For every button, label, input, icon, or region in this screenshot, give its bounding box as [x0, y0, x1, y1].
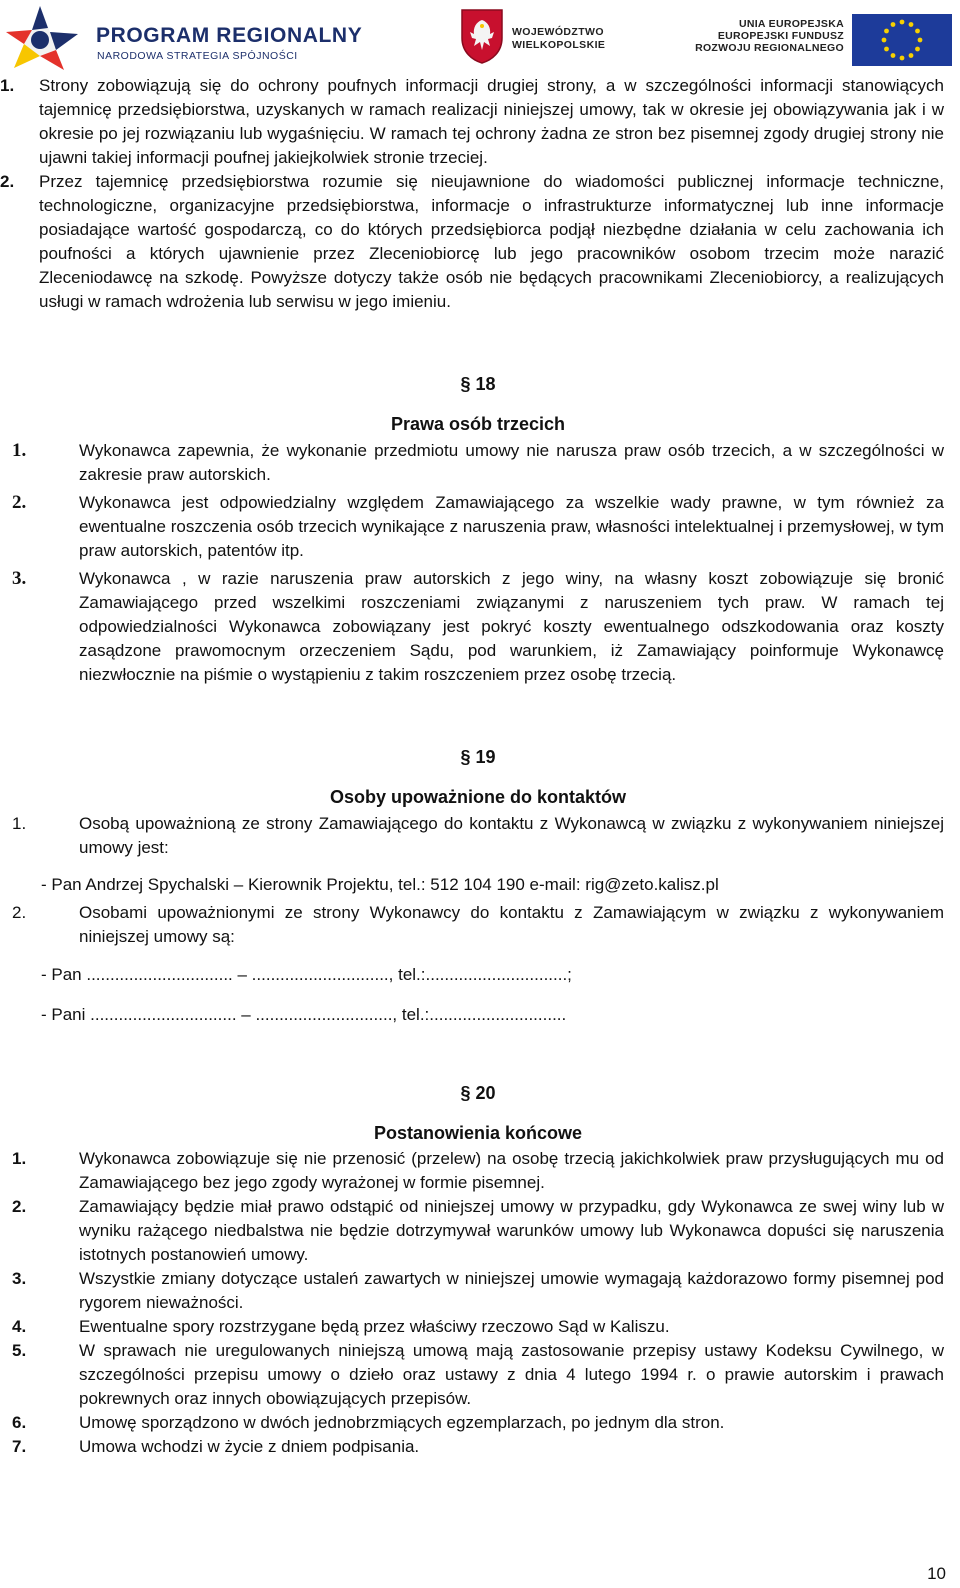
- wielkopolskie-logo: [460, 8, 640, 66]
- blank-contact-line-2: - Pani ............................... – ............................., tel.:.............................: [41, 1005, 567, 1024]
- item-number: 2.: [12, 1197, 27, 1216]
- section-18-item-1: [12, 439, 944, 487]
- page-number: 10: [927, 1564, 946, 1583]
- clause-text: Strony zobowiązują się do ochrony poufnych informacji drugiej strony, a w szczególności informacji stanowiących tajemnicę przedsiębiorstwa, uzyskanych w ramach realizacji niniejszej umowy, tak w okresie jej obowiązywania jak i w okresie po jej rozwiązaniu lub wygaśnięciu. W ramach tej ochrony żadna ze stron bez pisemnej zgody drugiej strony nie ujawni takiej informacji poufnej jakiejkolwiek stronie trzeciej.: [39, 76, 944, 167]
- eu-line-3: ROZWOJU REGIONALNEGO: [695, 42, 844, 54]
- item-number: 2.: [12, 492, 27, 513]
- clause-number: 2.: [0, 172, 15, 191]
- eu-logo: [682, 14, 954, 68]
- item-text: Osobami upoważnionymi ze strony Wykonawcy do kontaktu z Zamawiającym w związku z wykonywaniem niniejszej umowy są:: [79, 903, 944, 946]
- clause-text: Przez tajemnicę przedsiębiorstwa rozumie się nieujawnione do wiadomości publicznej informacje techniczne, technologiczne, organizacyjne przedsiębiorstwa, informacje o infrastrukturze informatycznej lub inne informacje posiadające wartość gospodarczą, co do których przedsiębiorca podjął niezbędne działania w celu zachowania ich poufności a których ujawnienie przez Zleceniobiorcę lub jego pracowników osobom trzecim może narazić Zleceniodawcę na szkodę. Powyższe dotyczy także osób nie będących pracownikami Zleceniobiorcy, a realizujących usługi w ramach wdrożenia lub serwisu w jego imieniu.: [39, 172, 944, 311]
- section-20-title: Postanowienia końcowe: [373, 1123, 583, 1143]
- eu-line-1: UNIA EUROPEJSKA: [738, 18, 844, 30]
- program-regionalny-emblem-icon: [6, 2, 84, 70]
- section-20-item-4: [12, 1315, 944, 1339]
- clause-number: 1.: [0, 76, 15, 95]
- section-18-sign: § 18: [460, 374, 496, 394]
- section-19-item-2: [12, 901, 944, 949]
- section-20-item-7: [12, 1435, 944, 1459]
- contact-line: - Pan Andrzej Spychalski – Kierownik Projektu, tel.: 512 104 190 e-mail: rig@zeto.kalisz.pl: [41, 875, 719, 894]
- voivodeship-line-1: WOJEWÓDZTWO: [512, 26, 604, 38]
- item-text: Wykonawca , w razie naruszenia praw autorskich z jego winy, na własny koszt zobowiązuje się bronić Zamawiającego przed wszelkimi roszczeniami związanymi z naruszeniem tych praw. W ramach tej odpowiedzialności Wykonawca zobowiązany jest pokryć koszty ewentualnego odszkodowania oraz koszty zasądzone prawomocnym orzeczeniem Sądu, pod warunkiem, iż Zamawiający poinformuje Wykonawcę niezwłocznie na piśmie o wystąpieniu z takim roszczeniem przez osobę trzecią.: [79, 569, 944, 684]
- item-text: W sprawach nie uregulowanych niniejszą umową mają zastosowanie przepisy ustawy Kodeksu Cywilnego, w szczególności przepisu umowy o dzieło oraz ustawy z dnia 4 lutego 1994 r. o prawie autorskim i prawach pokrewnych oraz innych obowiązujących przepisów.: [79, 1341, 944, 1408]
- section-19-title: Osoby upoważnione do kontaktów: [329, 787, 626, 807]
- section-18-item-2: [12, 491, 944, 563]
- item-number: 3.: [12, 1269, 27, 1288]
- clause-1: [0, 74, 944, 170]
- program-regionalny-logo: [6, 2, 406, 68]
- section-20-item-2: [12, 1195, 944, 1267]
- item-number: 5.: [12, 1341, 27, 1360]
- item-text: Ewentualne spory rozstrzygane będą przez właściwy rzeczowo Sąd w Kaliszu.: [79, 1317, 670, 1336]
- item-number: 3.: [12, 568, 27, 589]
- item-text: Wykonawca jest odpowiedzialny względem Zamawiającego za wszelkie wady prawne, w tym również za ewentualne roszczenia osób trzecich wynikające z naruszenia praw, własności intelektualnej i przemysłowej, w tym praw autorskich, patentów itp.: [79, 493, 944, 560]
- section-20-item-1: [12, 1147, 944, 1195]
- section-20-item-5: [12, 1339, 944, 1411]
- section-20-item-6: [12, 1411, 944, 1435]
- eu-flag-icon: [852, 14, 952, 66]
- program-subtitle: NARODOWA STRATEGIA SPÓJNOŚCI: [97, 50, 298, 62]
- blank-contact-line-1: - Pan ............................... – ............................., tel.:..............................;: [41, 965, 572, 984]
- section-19-sign: § 19: [460, 747, 496, 767]
- section-20-item-3: [12, 1267, 944, 1315]
- item-number: 7.: [12, 1437, 27, 1456]
- voivodeship-line-2: WIELKOPOLSKIE: [512, 39, 606, 51]
- eu-text: [695, 18, 844, 54]
- item-number: 1.: [12, 1149, 27, 1168]
- document-body: [0, 74, 944, 1459]
- section-19-item-1: [12, 812, 944, 860]
- item-text: Wszystkie zmiany dotyczące ustaleń zawartych w niniejszej umowie wymagają każdorazowo formy pisemnej pod rygorem nieważności.: [79, 1269, 944, 1312]
- item-text: Umowę sporządzono w dwóch jednobrzmiących egzemplarzach, po jednym dla stron.: [79, 1413, 725, 1432]
- item-number: 4.: [12, 1317, 27, 1336]
- item-text: Zamawiający będzie miał prawo odstąpić od niniejszej umowy w przypadku, gdy Wykonawca ze swej winy lub w wyniku rażącego niedbalstwa nie będzie dotrzymywał warunków umowy lub Wykonawca dopuści się naruszenia istotnych postanowień umowy.: [79, 1197, 944, 1264]
- item-number: 1.: [12, 440, 27, 461]
- item-text: Wykonawca zobowiązuje się nie przenosić (przelew) na osobę trzecią jakichkolwiek praw przysługujących mu od Zamawiającego bez jego zgody wyrażonej w formie pisemnej.: [79, 1149, 944, 1192]
- eu-line-2: EUROPEJSKI FUNDUSZ: [717, 30, 844, 42]
- program-title: PROGRAM REGIONALNY: [96, 24, 363, 47]
- item-number: 6.: [12, 1413, 27, 1432]
- item-number: 1.: [12, 814, 27, 833]
- wielkopolskie-crest-icon: [460, 8, 504, 64]
- item-text: Umowa wchodzi w życie z dniem podpisania.: [79, 1437, 420, 1456]
- section-18-title: Prawa osób trzecich: [390, 414, 566, 434]
- item-number: 2.: [12, 903, 27, 922]
- item-text: Osobą upoważnioną ze strony Zamawiającego do kontaktu z Wykonawcą w związku z wykonywaniem niniejszej umowy jest:: [79, 814, 944, 857]
- section-18-item-3: [12, 567, 944, 687]
- page-header: [0, 0, 960, 72]
- item-text: Wykonawca zapewnia, że wykonanie przedmiotu umowy nie narusza praw osób trzecich, a w szczególności w zakresie praw autorskich.: [79, 441, 944, 484]
- clause-2: [0, 170, 944, 314]
- section-20-sign: § 20: [460, 1083, 496, 1103]
